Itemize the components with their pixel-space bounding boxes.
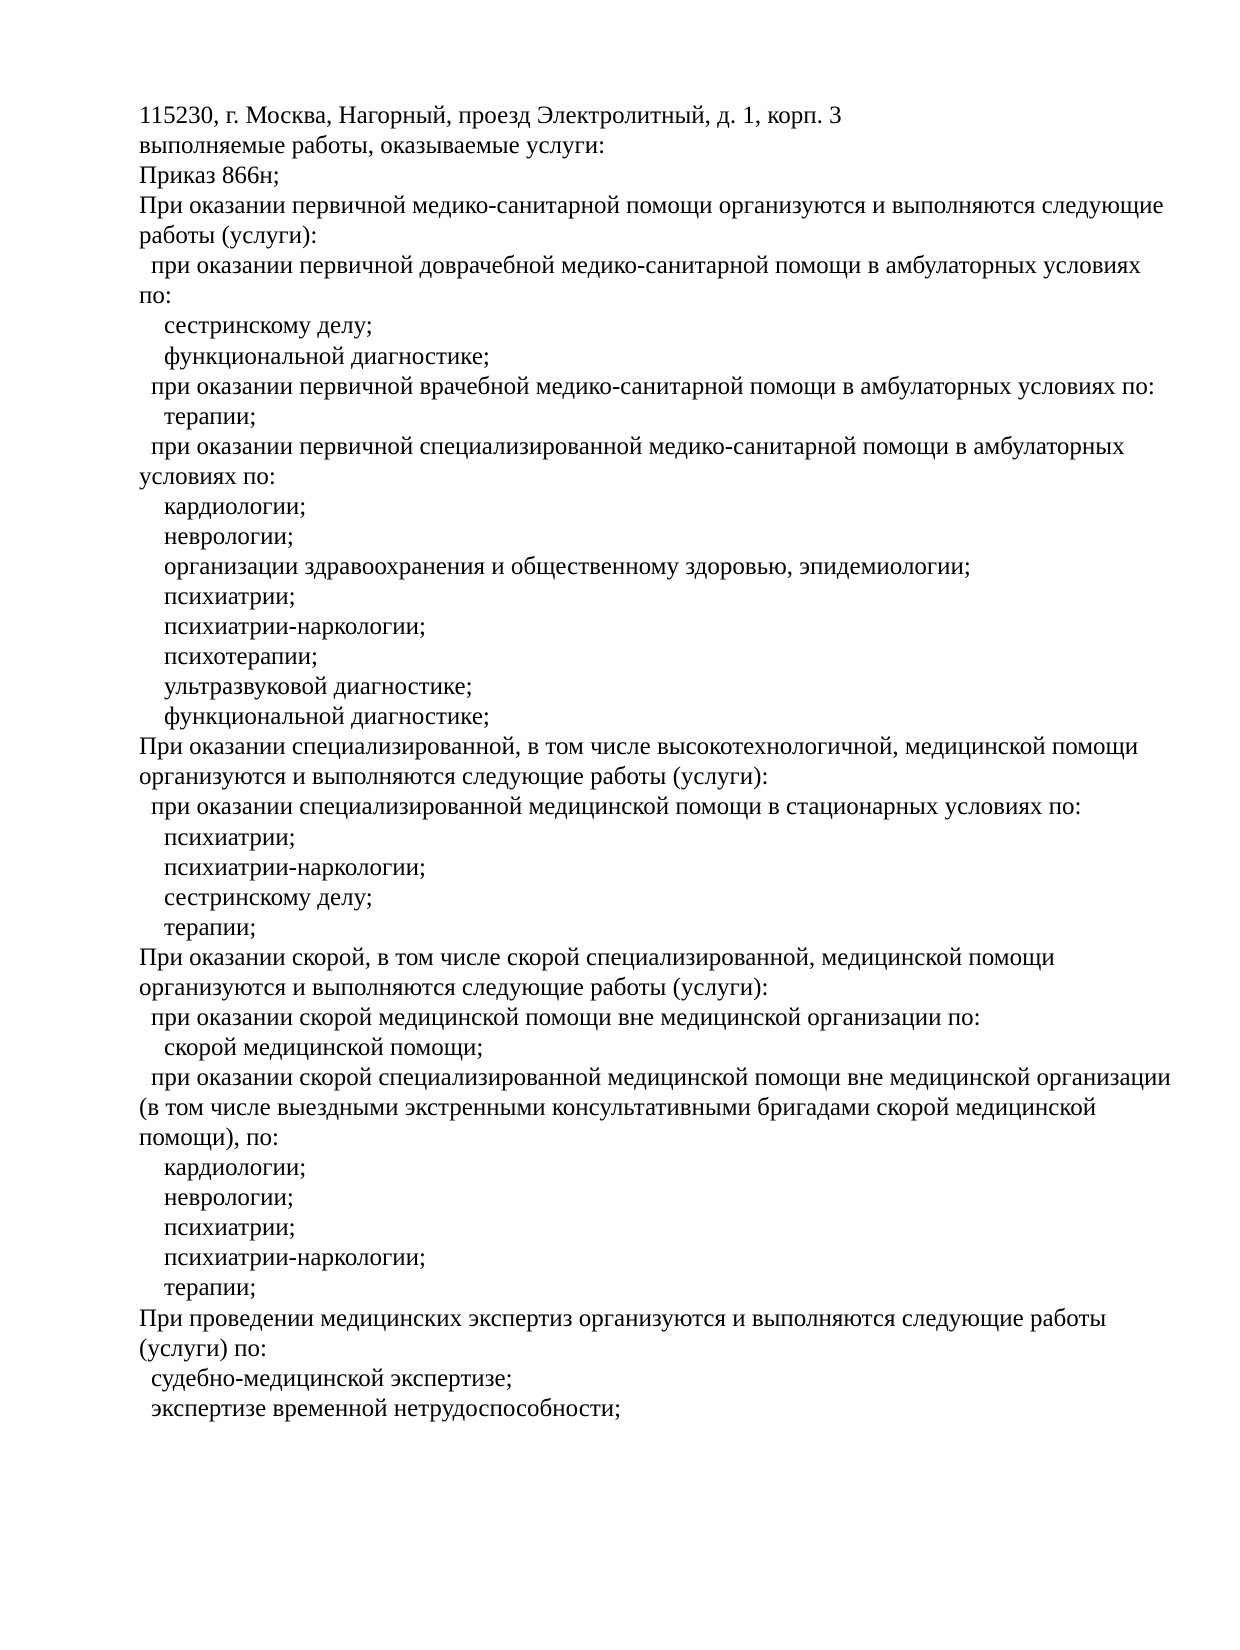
text-line: 115230, г. Москва, Нагорный, проезд Электролитный, д. 1, корп. 3 — [139, 102, 842, 129]
text-line: психиатрии; — [164, 823, 296, 851]
text-line: психиатрии-наркологии; — [164, 853, 426, 881]
text-line: (услуги) по: — [139, 1334, 267, 1362]
text-line: судебно-медицинской экспертизе; — [151, 1364, 513, 1392]
text-line: работы (услуги): — [139, 222, 318, 250]
text-line: организуются и выполняются следующие работы (услуги): — [139, 973, 769, 1001]
text-line: психотерапии; — [164, 643, 318, 671]
text-line: психиатрии; — [164, 1214, 296, 1242]
text-line: ультразвуковой диагностике; — [164, 673, 473, 701]
text-line: организуются и выполняются следующие работы (услуги): — [139, 763, 769, 791]
text-line: при оказании первичной доврачебной медико-санитарной помощи в амбулаторных условиях — [151, 252, 1141, 280]
text-line: при оказании специализированной медицинской помощи в стационарных условиях по: — [151, 793, 1082, 821]
text-line: скорой медицинской помощи; — [164, 1033, 484, 1061]
text-line: терапии; — [164, 1274, 257, 1302]
text-line: При оказании первичной медико-санитарной помощи организуются и выполняются следующие — [139, 192, 1164, 220]
text-line: При оказании специализированной, в том числе высокотехнологичной, медицинской помощи — [139, 733, 1139, 761]
text-line: экспертизе временной нетрудоспособности; — [151, 1394, 622, 1422]
text-line: при оказании скорой специализированной медицинской помощи вне медицинской организации — [151, 1064, 1171, 1091]
text-line: сестринскому делу; — [164, 312, 373, 340]
text-line: условиях по: — [139, 462, 276, 490]
text-line: неврологии; — [164, 522, 294, 550]
text-line: психиатрии-наркологии; — [164, 1244, 426, 1272]
text-line: терапии; — [164, 913, 257, 941]
text-line: выполняемые работы, оказываемые услуги: — [139, 132, 606, 160]
text-line: кардиологии; — [164, 1154, 307, 1182]
text-line: психиатрии; — [164, 583, 296, 610]
text-line: терапии; — [164, 402, 257, 430]
text-line: психиатрии-наркологии; — [164, 613, 426, 641]
text-line: при оказании скорой медицинской помощи вне медицинской организации по: — [151, 1003, 981, 1031]
text-line: Приказ 866н; — [139, 162, 280, 190]
text-line: при оказании первичной специализированной медико-санитарной помощи в амбулаторных — [151, 432, 1125, 460]
text-line: сестринскому делу; — [164, 883, 373, 911]
text-line: функциональной диагностике; — [164, 703, 490, 731]
text-line: организации здравоохранения и общественному здоровью, эпидемиологии; — [164, 552, 971, 580]
text-line: При проведении медицинских экспертиз организуются и выполняются следующие работы — [139, 1304, 1107, 1332]
text-line: (в том числе выездными экстренными консультативными бригадами скорой медицинской — [139, 1094, 1097, 1122]
text-line: помощи), по: — [139, 1124, 280, 1152]
text-line: при оказании первичной врачебной медико-санитарной помощи в амбулаторных условиях по: — [151, 372, 1155, 400]
text-line: неврологии; — [164, 1184, 294, 1212]
license-works-list — [139, 101, 1171, 1424]
text-line: функциональной диагностике; — [164, 342, 490, 370]
text-line: по: — [139, 282, 172, 310]
text-line: При оказании скорой, в том числе скорой специализированной, медицинской помощи — [139, 943, 1055, 971]
text-line: кардиологии; — [164, 492, 307, 520]
